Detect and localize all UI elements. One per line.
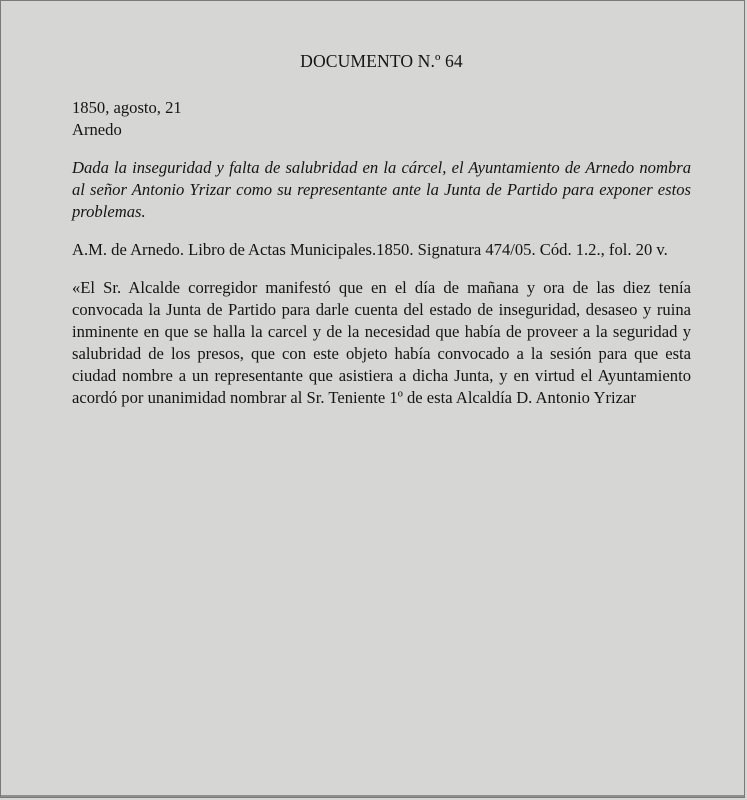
document-content (72, 50, 691, 409)
document-source-citation: A.M. de Arnedo. Libro de Actas Municipales.1850. Signatura 474/05. Cód. 1.2., fol. 20 v. (72, 240, 668, 259)
document-place: Arnedo (72, 120, 122, 139)
document-summary: Dada la inseguridad y falta de salubridad en la cárcel, el Ayuntamiento de Arnedo nombra al señor Antonio Yrizar como su representante ante la Junta de Partido para exponer estos problemas. (72, 158, 691, 221)
document-transcription: «El Sr. Alcalde corregidor manifestó que en el día de mañana y ora de las diez tenía convocada la Junta de Partido para darle cuenta del estado de inseguridad, desaseo y ruina inminente en que se halla la carcel y de la necesidad que había de proveer a la seguridad y salubridad de los presos, que con este objeto había convocado a la sesión para que esta ciudad nombre a un representante que asistiera a dicha Junta, y en virtud el Ayuntamiento acordó por unanimidad nombrar al Sr. Teniente 1º de esta Alcaldía D. Antonio Yrizar (72, 278, 691, 407)
document-date: 1850, agosto, 21 (72, 98, 182, 117)
document-metadata (72, 97, 691, 141)
document-title: DOCUMENTO N.º 64 (300, 51, 463, 71)
